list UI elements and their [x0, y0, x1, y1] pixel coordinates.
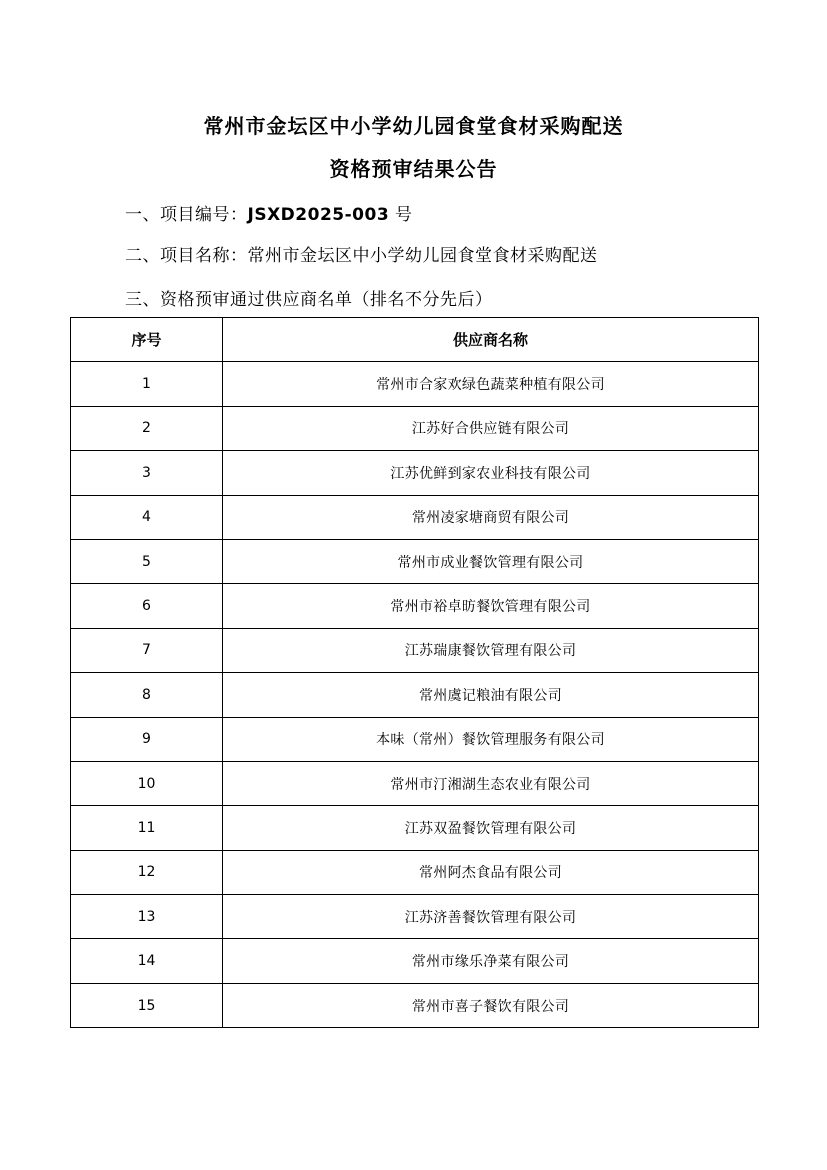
- supplier-name: 常州市缘乐净菜有限公司: [411, 954, 570, 971]
- project-name-value: 常州市金坛区中小学幼儿园食堂食材采购配送: [247, 246, 598, 266]
- project-name-label: 二、项目名称：: [125, 246, 248, 266]
- project-number-value: JSXD2025-003: [247, 205, 390, 225]
- supplier-name: 常州市汀湘湖生态农业有限公司: [390, 776, 591, 793]
- row-number: 6: [71, 584, 223, 628]
- table-row: [71, 850, 759, 894]
- table-row: [71, 584, 759, 628]
- row-number: 8: [71, 673, 223, 717]
- supplier-name: 江苏优鲜到家农业科技有限公司: [390, 465, 591, 482]
- supplier-name: 江苏济善餐饮管理有限公司: [404, 909, 577, 926]
- supplier-name: 江苏好合供应链有限公司: [411, 421, 570, 438]
- table-row: [71, 895, 759, 939]
- document-title-line-1: 常州市金坛区中小学幼儿园食堂食材采购配送: [203, 114, 624, 138]
- supplier-name-cell: [223, 806, 759, 850]
- row-number: 5: [71, 539, 223, 583]
- supplier-name-cell: [223, 717, 759, 761]
- supplier-name: 常州市合家欢绿色蔬菜种植有限公司: [376, 377, 605, 394]
- supplier-name-cell: [223, 628, 759, 672]
- supplier-name-cell: [223, 850, 759, 894]
- table-row: [71, 451, 759, 495]
- supplier-name-cell: [223, 895, 759, 939]
- table-row: [71, 717, 759, 761]
- supplier-name: 江苏瑞康餐饮管理有限公司: [404, 643, 577, 660]
- table-row: [71, 806, 759, 850]
- row-number: 15: [71, 983, 223, 1027]
- table-row: [71, 362, 759, 406]
- supplier-list-heading: 三、资格预审通过供应商名单（排名不分先后）: [125, 290, 493, 310]
- supplier-name-cell: [223, 406, 759, 450]
- supplier-name: 常州凌家塘商贸有限公司: [411, 510, 570, 527]
- row-number: 14: [71, 939, 223, 983]
- supplier-name: 常州市成业餐饮管理有限公司: [397, 554, 584, 571]
- table-row: [71, 673, 759, 717]
- supplier-name-cell: [223, 362, 759, 406]
- row-number: 11: [71, 806, 223, 850]
- table-row: [71, 628, 759, 672]
- row-number: 12: [71, 850, 223, 894]
- row-number: 13: [71, 895, 223, 939]
- row-number: 7: [71, 628, 223, 672]
- table-row: [71, 495, 759, 539]
- supplier-name: 常州市喜子餐饮有限公司: [411, 998, 570, 1015]
- table-header-row: [71, 318, 759, 362]
- table-row: [71, 539, 759, 583]
- supplier-name: 常州市裕卓昉餐饮管理有限公司: [390, 599, 591, 616]
- supplier-name-cell: [223, 761, 759, 805]
- document-title-line-2: 资格预审结果公告: [329, 157, 498, 181]
- project-number-line: [125, 200, 413, 225]
- row-number: 2: [71, 406, 223, 450]
- row-number: 4: [71, 495, 223, 539]
- supplier-name: 江苏双盈餐饮管理有限公司: [404, 820, 577, 837]
- supplier-name-cell: [223, 584, 759, 628]
- table-row: [71, 939, 759, 983]
- supplier-name-cell: [223, 495, 759, 539]
- supplier-name-cell: [223, 539, 759, 583]
- supplier-name-cell: [223, 939, 759, 983]
- row-number: 10: [71, 761, 223, 805]
- project-name-line: [125, 241, 598, 266]
- row-number: 9: [71, 717, 223, 761]
- supplier-table-body: [71, 362, 759, 1028]
- row-number: 1: [71, 362, 223, 406]
- supplier-name-cell: [223, 983, 759, 1027]
- supplier-name: 本味（常州）餐饮管理服务有限公司: [376, 732, 605, 749]
- table-row: [71, 983, 759, 1027]
- header-number: 序号: [71, 318, 223, 362]
- project-number-label: 一、项目编号：: [125, 205, 248, 225]
- table-row: [71, 761, 759, 805]
- supplier-name: 常州阿杰食品有限公司: [419, 865, 562, 882]
- table-row: [71, 406, 759, 450]
- header-supplier-name: 供应商名称: [223, 318, 759, 362]
- supplier-name-cell: [223, 673, 759, 717]
- supplier-name-cell: [223, 451, 759, 495]
- project-number-suffix: 号: [389, 205, 413, 225]
- supplier-name: 常州虞记粮油有限公司: [419, 687, 562, 704]
- supplier-table: [70, 317, 759, 1028]
- row-number: 3: [71, 451, 223, 495]
